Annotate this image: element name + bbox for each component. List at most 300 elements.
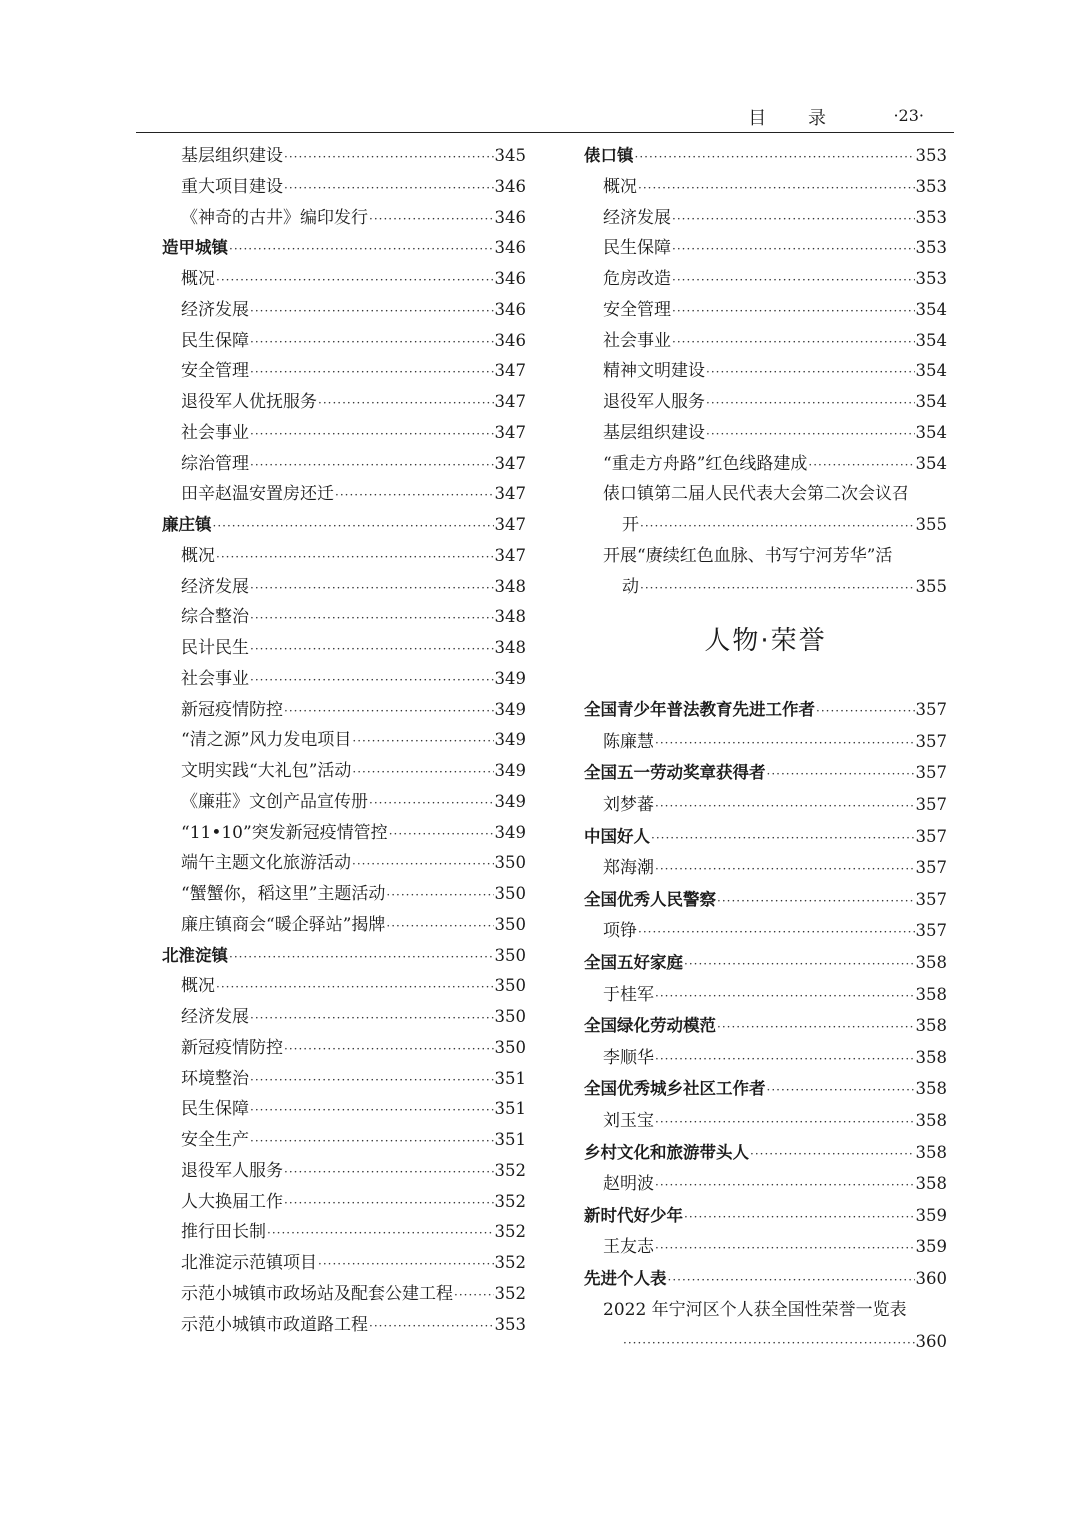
toc-entry-title: 经济发展 — [181, 299, 249, 320]
toc-leader-dots — [229, 942, 494, 973]
toc-page-number: 354 — [915, 392, 947, 411]
toc-entry-title: 概况 — [181, 976, 215, 997]
toc-entry-title: 环境整治 — [181, 1068, 249, 1089]
toc-leader-dots — [816, 696, 915, 728]
toc-leader-dots — [717, 886, 915, 918]
toc-page-number: 345 — [494, 146, 526, 165]
toc-entry-title: 基层组织建设 — [603, 422, 705, 443]
toc-entry-title: 开展“赓续红色血脉、书写宁河芳华”活 — [603, 545, 893, 566]
toc-page-number: 359 — [915, 1237, 947, 1257]
toc-page-number: 353 — [915, 269, 947, 288]
toc-entry-row[interactable] — [162, 1187, 526, 1218]
toc-entry-row[interactable] — [584, 172, 947, 203]
toc-entry-row[interactable] — [584, 1168, 947, 1200]
toc-leader-dots — [250, 1065, 494, 1096]
toc-page-number: 349 — [494, 668, 526, 688]
toc-page-number: 358 — [915, 1047, 947, 1067]
toc-entry-title: 全国优秀人民警察 — [584, 889, 716, 909]
toc-left-column — [162, 141, 526, 1340]
toc-page-number: 358 — [915, 953, 947, 972]
toc-page-number: 354 — [915, 422, 947, 442]
toc-leader-dots — [808, 450, 914, 481]
toc-entry-title: 新冠疫情防控 — [181, 699, 283, 720]
toc-entry-title: 推行田长制 — [181, 1222, 266, 1243]
toc-leader-dots — [284, 1188, 494, 1219]
toc-page-number: 360 — [915, 1332, 947, 1352]
toc-entry-row[interactable] — [162, 695, 526, 726]
toc-entry-row[interactable] — [162, 756, 526, 787]
toc-entry-row[interactable] — [162, 356, 526, 387]
toc-page-number: 347 — [494, 453, 526, 473]
toc-leader-dots — [250, 1095, 494, 1126]
toc-page-number: 346 — [494, 269, 526, 288]
toc-entry-title: 民生保障 — [181, 330, 249, 351]
toc-entry-continuation[interactable] — [584, 1326, 947, 1358]
toc-page-number: 349 — [494, 761, 526, 780]
toc-leader-dots — [655, 728, 915, 760]
toc-page-number: 346 — [494, 299, 526, 319]
toc-entry-row[interactable] — [584, 789, 947, 821]
toc-leader-dots — [216, 972, 494, 1003]
toc-page-number: 357 — [915, 700, 947, 720]
toc-entry-title: 刘玉宝 — [603, 1110, 654, 1131]
toc-page-number: 351 — [494, 1099, 526, 1119]
toc-entry-title: 新时代好少年 — [584, 1205, 683, 1225]
toc-leader-dots — [216, 265, 494, 296]
toc-entry-row[interactable] — [162, 725, 526, 756]
toc-leader-dots — [386, 911, 493, 942]
header-rule — [136, 132, 954, 133]
toc-entry-title: 精神文明建设 — [603, 361, 705, 382]
toc-entry-row[interactable] — [162, 971, 526, 1002]
toc-page-number: 348 — [494, 638, 526, 657]
toc-entry-title: 项铮 — [603, 921, 637, 942]
toc-page-number: 352 — [494, 1160, 526, 1180]
toc-page-number: 353 — [494, 1314, 526, 1334]
toc-entry-title: 廉庄镇商会“暖企驿站”揭牌 — [181, 914, 386, 935]
toc-page-number: 354 — [915, 453, 947, 473]
toc-entry-row[interactable] — [584, 852, 947, 884]
toc-right-column — [584, 141, 947, 1358]
toc-entry-title: 王友志 — [603, 1237, 654, 1258]
toc-entry-title: 刘梦蕃 — [603, 795, 654, 816]
toc-leader-dots — [318, 1249, 494, 1280]
toc-page-number: 350 — [494, 853, 526, 873]
toc-page-number: 353 — [915, 238, 947, 258]
toc-entry-row[interactable] — [162, 141, 526, 172]
toc-entry-title: 示范小城镇市政场站及配套公建工程 — [181, 1283, 453, 1304]
toc-leader-dots — [638, 917, 915, 949]
toc-page-number: 357 — [915, 921, 947, 941]
toc-leader-dots — [454, 1280, 494, 1311]
toc-leader-dots — [655, 1044, 915, 1076]
toc-entry-title: 经济发展 — [181, 576, 249, 597]
toc-entry-title: 退役军人服务 — [603, 392, 705, 412]
toc-entry-row[interactable] — [584, 203, 947, 234]
toc-page-number: 353 — [915, 146, 947, 165]
toc-leader-dots — [767, 759, 915, 791]
toc-heading-row[interactable] — [162, 233, 526, 264]
toc-page-number: 349 — [494, 699, 526, 719]
toc-entry-title: 综合整治 — [181, 607, 249, 628]
toc-leader-dots — [717, 1012, 915, 1044]
toc-entry-title: 经济发展 — [603, 207, 671, 228]
toc-entry-title: 人大换届工作 — [181, 1191, 283, 1212]
toc-leader-dots — [229, 234, 494, 265]
toc-entry-row[interactable] — [162, 1064, 526, 1095]
toc-page-number: 354 — [915, 330, 947, 350]
toc-entry-row[interactable] — [584, 479, 947, 510]
toc-leader-dots — [655, 1170, 915, 1202]
toc-leader-dots — [369, 204, 494, 235]
toc-entry-title: 端午主题文化旅游活动 — [181, 853, 351, 874]
toc-entry-continuation[interactable] — [584, 510, 947, 541]
toc-entry-title: 全国绿化劳动模范 — [584, 1016, 716, 1036]
toc-page-number: 352 — [494, 1283, 526, 1303]
toc-leader-dots — [389, 819, 494, 850]
toc-entry-title-cont: 开 — [622, 515, 639, 535]
toc-page-number: 350 — [494, 945, 526, 965]
toc-page-number: 352 — [494, 1191, 526, 1211]
toc-page-number: 347 — [494, 361, 526, 381]
toc-page-number: 360 — [915, 1268, 947, 1288]
toc-entry-row[interactable] — [162, 910, 526, 941]
toc-entry-title: 全国五一劳动奖章获得者 — [584, 763, 766, 783]
toc-heading-row[interactable] — [162, 941, 526, 972]
toc-leader-dots — [672, 265, 915, 296]
toc-entry-row[interactable] — [162, 1033, 526, 1064]
toc-entry-title: 俵口镇 — [584, 146, 634, 165]
toc-leader-dots — [672, 204, 915, 235]
toc-leader-dots — [684, 1202, 915, 1234]
toc-leader-dots — [767, 1075, 915, 1107]
toc-entry-title: 民生保障 — [603, 238, 671, 259]
toc-entry-title: 全国青少年普法教育先进工作者 — [584, 700, 815, 720]
toc-page-number: 347 — [494, 545, 526, 565]
toc-page-number: 346 — [494, 176, 526, 196]
toc-heading-row[interactable] — [584, 1263, 947, 1295]
toc-leader-dots — [250, 1126, 494, 1157]
toc-entry-title: 陈廉慧 — [603, 731, 654, 752]
toc-entry-title: 廉庄镇 — [162, 515, 212, 534]
toc-leader-dots — [284, 1157, 494, 1188]
toc-entry-title: 李顺华 — [603, 1047, 654, 1068]
toc-leader-dots — [250, 450, 494, 481]
toc-page-number: 358 — [915, 1016, 947, 1036]
toc-entry-title: “11•10”突发新冠疫情管控 — [181, 822, 388, 843]
toc-entry-row[interactable] — [584, 1231, 947, 1263]
toc-leader-dots — [706, 388, 915, 419]
toc-page-number: 355 — [915, 515, 947, 534]
toc-entry-title: 概况 — [181, 269, 215, 289]
toc-entry-row[interactable] — [162, 1217, 526, 1248]
toc-page-number: 357 — [915, 795, 947, 815]
toc-page-number: 357 — [915, 731, 947, 751]
toc-leader-dots — [623, 1328, 915, 1360]
toc-entry-title: “蟹蟹你，稻这里”主题活动 — [181, 884, 386, 904]
toc-entry-title: 社会事业 — [603, 330, 671, 351]
toc-page-number: 346 — [494, 238, 526, 258]
toc-page-number: 346 — [494, 207, 526, 227]
toc-right-bottom-list — [584, 694, 947, 1357]
toc-page-number: 348 — [494, 607, 526, 627]
toc-entry-row[interactable] — [162, 1310, 526, 1341]
toc-heading-row[interactable] — [584, 141, 947, 172]
toc-page-number: 349 — [494, 822, 526, 842]
toc-entry-row[interactable] — [584, 387, 947, 418]
toc-leader-dots — [250, 573, 494, 604]
toc-entry-row[interactable] — [162, 1002, 526, 1033]
toc-leader-dots — [750, 1139, 915, 1171]
toc-entry-row[interactable] — [584, 979, 947, 1011]
toc-leader-dots — [638, 173, 915, 204]
toc-entry-row[interactable] — [162, 602, 526, 633]
toc-page-number: 351 — [494, 1068, 526, 1088]
header-title: 目 录 — [748, 108, 844, 129]
toc-leader-dots — [369, 788, 494, 819]
toc-entry-row[interactable] — [162, 848, 526, 879]
toc-entry-row[interactable] — [162, 387, 526, 418]
toc-entry-title: 北淮淀镇 — [162, 945, 228, 965]
toc-entry-title: 乡村文化和旅游带头人 — [584, 1142, 749, 1162]
toc-leader-dots — [250, 327, 494, 358]
toc-leader-dots — [651, 823, 915, 855]
section-title: 人物·荣誉 — [704, 626, 827, 657]
toc-page-number: 347 — [494, 515, 526, 534]
toc-entry-title: 社会事业 — [181, 422, 249, 443]
toc-page-number: 352 — [494, 1222, 526, 1242]
toc-heading-row[interactable] — [584, 1073, 947, 1105]
toc-leader-dots — [655, 791, 915, 823]
toc-entry-row[interactable] — [162, 203, 526, 234]
toc-entry-title: 安全管理 — [603, 299, 671, 320]
toc-entry-row[interactable] — [584, 915, 947, 947]
toc-leader-dots — [284, 142, 494, 173]
toc-entry-title: 田辛赵温安置房还迁 — [181, 484, 334, 505]
toc-page-number: 355 — [915, 576, 947, 596]
toc-page-number: 358 — [915, 1079, 947, 1099]
toc-entry-row[interactable] — [162, 1248, 526, 1279]
toc-entry-row[interactable] — [162, 879, 526, 910]
toc-entry-row[interactable] — [162, 295, 526, 326]
toc-heading-row[interactable] — [584, 884, 947, 916]
toc-entry-title: 安全生产 — [181, 1130, 249, 1150]
toc-entry-row[interactable] — [584, 264, 947, 295]
toc-leader-dots — [216, 542, 494, 573]
toc-entry-title: 危房改造 — [603, 269, 671, 289]
toc-entry-title: 中国好人 — [584, 826, 650, 846]
toc-entry-title: 民生保障 — [181, 1099, 249, 1120]
toc-heading-row[interactable] — [584, 757, 947, 789]
toc-entry-row[interactable] — [162, 541, 526, 572]
toc-page-number: 351 — [494, 1130, 526, 1149]
toc-page-number: 352 — [494, 1253, 526, 1272]
toc-entry-row[interactable] — [584, 233, 947, 264]
toc-entry-title: “清之源”风力发电项目 — [181, 730, 352, 751]
toc-heading-row[interactable] — [584, 1200, 947, 1232]
toc-page-number: 350 — [494, 1037, 526, 1057]
toc-entry-row[interactable] — [584, 295, 947, 326]
toc-entry-title: 概况 — [181, 545, 215, 566]
toc-leader-dots — [655, 1233, 915, 1265]
toc-leader-dots — [250, 1003, 494, 1034]
toc-entry-title: 退役军人优抚服务 — [181, 392, 317, 412]
toc-entry-row[interactable] — [162, 787, 526, 818]
toc-heading-row[interactable] — [584, 1137, 947, 1169]
toc-entry-title: 先进个人表 — [584, 1268, 667, 1288]
toc-leader-dots — [369, 1311, 494, 1342]
toc-entry-row[interactable] — [162, 1156, 526, 1187]
toc-heading-row[interactable] — [584, 694, 947, 726]
toc-entry-title: 示范小城镇市政道路工程 — [181, 1314, 368, 1335]
toc-entry-row[interactable] — [584, 449, 947, 480]
toc-entry-title: 造甲城镇 — [162, 238, 228, 258]
toc-leader-dots — [352, 726, 493, 757]
toc-page-number: 353 — [915, 176, 947, 196]
toc-page-number: 347 — [494, 484, 526, 504]
toc-page-number: 350 — [494, 914, 526, 934]
toc-page-number: 354 — [915, 299, 947, 319]
toc-entry-row[interactable] — [584, 418, 947, 449]
toc-entry-row[interactable] — [584, 356, 947, 387]
toc-entry-title: 赵明波 — [603, 1174, 654, 1195]
toc-page-number: 350 — [494, 1007, 526, 1026]
toc-page-number: 359 — [915, 1205, 947, 1225]
toc-leader-dots — [250, 665, 494, 696]
toc-entry-row[interactable] — [162, 1279, 526, 1310]
toc-leader-dots — [655, 981, 915, 1013]
toc-leader-dots — [706, 357, 915, 388]
toc-entry-row[interactable] — [162, 572, 526, 603]
toc-entry-title: 于桂军 — [603, 984, 654, 1005]
toc-page-number: 357 — [915, 763, 947, 783]
toc-entry-title: 新冠疫情防控 — [181, 1037, 283, 1058]
toc-leader-dots — [640, 511, 915, 542]
toc-heading-row[interactable] — [584, 947, 947, 979]
toc-entry-title: 社会事业 — [181, 668, 249, 689]
toc-entry-title: 2022 年宁河区个人获全国性荣誉一览表 — [603, 1299, 907, 1320]
toc-page-number: 357 — [915, 826, 947, 846]
toc-leader-dots — [213, 511, 494, 542]
toc-entry-row[interactable] — [162, 633, 526, 664]
running-header — [136, 100, 954, 130]
header-page-number: ·23· — [893, 106, 924, 125]
toc-heading-row[interactable] — [162, 510, 526, 541]
toc-entry-title: 退役军人服务 — [181, 1160, 283, 1181]
toc-leader-dots — [250, 603, 494, 634]
toc-right-top-list — [584, 141, 947, 602]
toc-entry-row[interactable] — [584, 1105, 947, 1137]
toc-entry-row[interactable] — [584, 1295, 947, 1327]
toc-entry-row[interactable] — [162, 1094, 526, 1125]
toc-entry-title: 重大项目建设 — [181, 176, 283, 197]
toc-leader-dots — [284, 1034, 494, 1065]
toc-entry-row[interactable] — [584, 326, 947, 357]
toc-page-number: 350 — [494, 884, 526, 903]
toc-entry-row[interactable] — [584, 726, 947, 758]
toc-entry-row[interactable] — [162, 264, 526, 295]
toc-page-number: 358 — [915, 984, 947, 1004]
toc-page-number: 348 — [494, 576, 526, 596]
toc-leader-dots — [672, 296, 915, 327]
toc-entry-title: 《廉莊》文创产品宣传册 — [181, 791, 368, 812]
toc-entry-title: 北淮淀示范镇项目 — [181, 1253, 317, 1273]
toc-page-number: 357 — [915, 889, 947, 909]
toc-heading-row[interactable] — [584, 1010, 947, 1042]
toc-entry-title: “重走方舟路”红色线路建成 — [603, 453, 808, 474]
toc-leader-dots — [655, 1107, 915, 1139]
toc-entry-title: 概况 — [603, 176, 637, 197]
toc-entry-row[interactable] — [162, 818, 526, 849]
toc-entry-row[interactable] — [162, 172, 526, 203]
toc-leader-dots — [250, 357, 494, 388]
toc-entry-title: 全国五好家庭 — [584, 953, 683, 972]
toc-entry-title-cont: 动 — [622, 576, 639, 597]
toc-page-number: 358 — [915, 1142, 947, 1162]
toc-leader-dots — [284, 173, 494, 204]
toc-entry-title: 全国优秀城乡社区工作者 — [584, 1079, 766, 1099]
toc-entry-row[interactable] — [162, 418, 526, 449]
toc-leader-dots — [250, 296, 494, 327]
toc-heading-row[interactable] — [584, 821, 947, 853]
toc-page-number: 358 — [915, 1110, 947, 1130]
toc-leader-dots — [672, 327, 915, 358]
toc-leader-dots — [352, 849, 494, 880]
toc-leader-dots — [267, 1218, 494, 1249]
toc-leader-dots — [635, 142, 915, 173]
toc-leader-dots — [668, 1265, 915, 1297]
toc-entry-title: 文明实践“大礼包”活动 — [181, 761, 352, 781]
toc-leader-dots — [250, 634, 494, 665]
toc-page-number: 346 — [494, 330, 526, 350]
toc-entry-title: 综治管理 — [181, 453, 249, 474]
toc-leader-dots — [655, 854, 915, 886]
toc-leader-dots — [386, 880, 493, 911]
toc-entry-row[interactable] — [162, 449, 526, 480]
toc-leader-dots — [352, 757, 493, 788]
toc-page-number: 358 — [915, 1174, 947, 1194]
toc-entry-title: 民计民生 — [181, 638, 249, 658]
toc-leader-dots — [284, 696, 494, 727]
toc-leader-dots — [250, 419, 494, 450]
toc-page-number: 350 — [494, 976, 526, 996]
toc-entry-row[interactable] — [584, 541, 947, 572]
toc-entry-row[interactable] — [162, 479, 526, 510]
toc-entry-row[interactable] — [162, 664, 526, 695]
toc-entry-continuation[interactable] — [584, 572, 947, 603]
toc-entry-title: 基层组织建设 — [181, 146, 283, 166]
toc-leader-dots — [672, 234, 915, 265]
toc-entry-row[interactable] — [584, 1042, 947, 1074]
toc-leader-dots — [318, 388, 494, 419]
toc-page-number: 357 — [915, 858, 947, 878]
toc-entry-title: 郑海潮 — [603, 858, 654, 879]
toc-entry-title: 安全管理 — [181, 361, 249, 382]
toc-leader-dots — [640, 573, 915, 604]
toc-entry-title: 俵口镇第二届人民代表大会第二次会议召 — [603, 484, 909, 505]
toc-leader-dots — [335, 480, 494, 511]
toc-page-number: 353 — [915, 207, 947, 227]
toc-page-number: 347 — [494, 422, 526, 442]
toc-page-number: 349 — [494, 730, 526, 750]
toc-leader-dots — [684, 949, 915, 981]
toc-entry-title: 《神奇的古井》编印发行 — [181, 207, 368, 228]
toc-page-number: 347 — [494, 392, 526, 411]
toc-entry-row[interactable] — [162, 326, 526, 357]
toc-leader-dots — [706, 419, 915, 450]
toc-entry-row[interactable] — [162, 1125, 526, 1156]
toc-entry-title: 经济发展 — [181, 1007, 249, 1027]
